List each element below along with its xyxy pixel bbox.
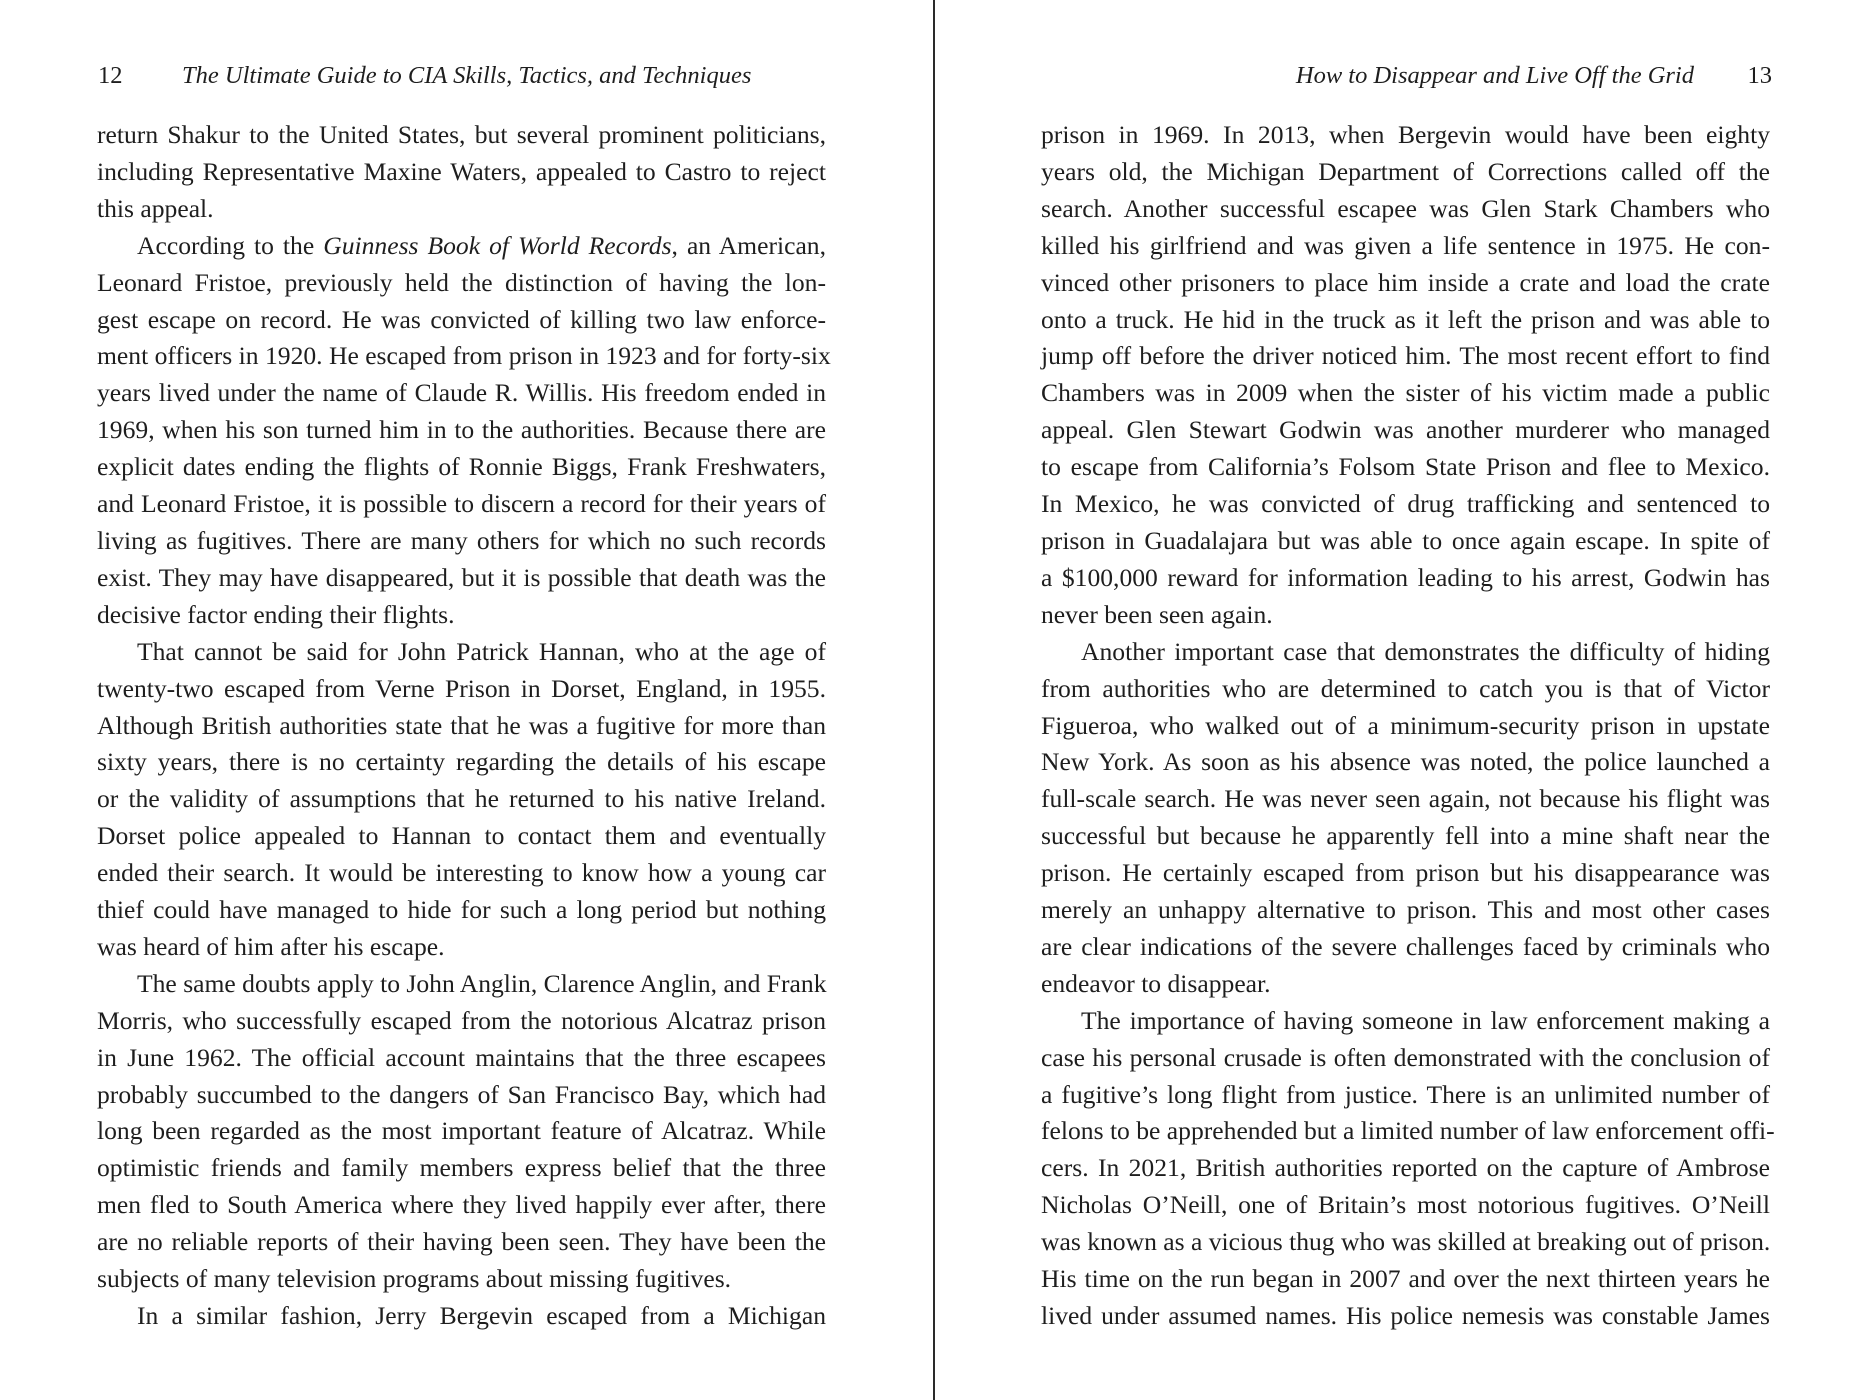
text-line: exist. They may have disappeared, but it is possible that death was the (97, 562, 826, 592)
text-line: felons to be apprehended but a limited number of law enforcement offi- (1041, 1116, 1775, 1146)
text-line: New York. As soon as his absence was noted, the police launched a (1041, 747, 1770, 777)
text-line: According to the Guinness Book of World Records, an American, (137, 230, 826, 260)
text-line: lived under assumed names. His police nemesis was constable James (1041, 1301, 1770, 1330)
text-line: In Mexico, he was convicted of drug trafficking and sentenced to (1041, 489, 1770, 519)
text-line: successful but because he apparently fell into a mine shaft near the (1041, 821, 1770, 851)
text-line: appeal. Glen Stewart Godwin was another murderer who managed (1041, 415, 1770, 445)
text-line: was known as a vicious thug who was skilled at breaking out of prison. (1041, 1227, 1771, 1257)
text-line: jump off before the driver noticed him. The most recent effort to find (1041, 341, 1770, 371)
text-line: That cannot be said for John Patrick Hannan, who at the age of (137, 636, 826, 666)
text-line: a $100,000 reward for information leading to his arrest, Godwin has (1041, 562, 1770, 592)
text-line: gest escape on record. He was convicted of killing two law enforce- (97, 304, 826, 334)
text-line: was heard of him after his escape. (97, 931, 445, 961)
text-line: Figueroa, who walked out of a minimum-security prison in upstate (1041, 710, 1770, 740)
text-line: The same doubts apply to John Anglin, Clarence Anglin, and Frank (137, 968, 827, 998)
text-line: subjects of many television programs about missing fugitives. (97, 1264, 732, 1294)
text-line: Morris, who successfully escaped from the notorious Alcatraz prison (97, 1005, 826, 1035)
text-line: a fugitive’s long flight from justice. There is an unlimited number of (1041, 1079, 1770, 1109)
right-body-text (1041, 117, 1775, 1335)
text-line: from authorities who are determined to catch you is that of Victor (1041, 673, 1770, 703)
text-line: thief could have managed to hide for such a long period but nothing (97, 895, 826, 925)
text-line: endeavor to disappear. (1041, 968, 1271, 998)
text-line: search. Another successful escapee was Glen Stark Chambers who (1041, 193, 1770, 223)
text-line: In a similar fashion, Jerry Bergevin escaped from a Michigan (137, 1301, 826, 1330)
text-line: ended their search. It would be interesting to know how a young car (97, 858, 826, 888)
text-line: are clear indications of the severe challenges faced by criminals who (1041, 931, 1770, 961)
text-line: Another important case that demonstrates the difficulty of hiding (1081, 636, 1770, 666)
paragraph (97, 966, 826, 1298)
text-line: optimistic friends and family members express belief that the three (97, 1153, 826, 1183)
text-line: Although British authorities state that he was a fugitive for more than (97, 710, 826, 740)
text-line: The importance of having someone in law enforcement making a (1081, 1005, 1770, 1035)
left-running-head: The Ultimate Guide to CIA Skills, Tactics, and Techniques (182, 62, 752, 89)
text-line: men fled to South America where they lived happily ever after, there (97, 1190, 826, 1220)
text-line: Chambers was in 2009 when the sister of his victim made a public (1041, 378, 1770, 408)
text-line: long been regarded as the most important feature of Alcatraz. While (97, 1116, 826, 1146)
text-line: cers. In 2021, British authorities reported on the capture of Ambrose (1041, 1153, 1770, 1183)
text-line: ment officers in 1920. He escaped from prison in 1923 and for forty-six (97, 341, 831, 371)
text-line: including Representative Maxine Waters, appealed to Castro to reject (97, 156, 826, 186)
right-page (936, 0, 1866, 1400)
text-line: Leonard Fristoe, previously held the distinction of having the lon- (97, 267, 826, 297)
text-line: probably succumbed to the dangers of San Francisco Bay, which had (97, 1079, 826, 1109)
text-line: vinced other prisoners to place him inside a crate and load the crate (1041, 267, 1770, 297)
text-line: years lived under the name of Claude R. Willis. His freedom ended in (97, 378, 826, 408)
text-line: return Shakur to the United States, but several prominent politicians, (97, 120, 826, 149)
text-line: Dorset police appealed to Hannan to contact them and eventually (97, 821, 826, 851)
text-line: prison in Guadalajara but was able to once again escape. In spite of (1041, 525, 1770, 555)
paragraph (97, 117, 826, 228)
right-running-head: How to Disappear and Live Off the Grid (1295, 62, 1694, 89)
text-line: or the validity of assumptions that he returned to his native Ireland. (97, 784, 826, 814)
text-line: sixty years, there is no certainty regarding the details of his escape (97, 747, 826, 777)
right-folio: 13 (1747, 62, 1772, 89)
paragraph (97, 1298, 826, 1335)
text-line: Nicholas O’Neill, one of Britain’s most notorious fugitives. O’Neill (1041, 1190, 1770, 1220)
text-line: this appeal. (97, 193, 214, 223)
text-line: explicit dates ending the flights of Ronnie Biggs, Frank Freshwaters, (97, 452, 826, 482)
text-line: to escape from California’s Folsom State Prison and flee to Mexico. (1041, 452, 1770, 482)
text-line: full-scale search. He was never seen again, not because his flight was (1041, 784, 1770, 814)
paragraph (1041, 117, 1770, 634)
text-line: prison. He certainly escaped from prison but his disappearance was (1041, 858, 1770, 888)
text-line: prison in 1969. In 2013, when Bergevin would have been eighty (1041, 120, 1770, 149)
text-line: years old, the Michigan Department of Corrections called off the (1041, 156, 1770, 186)
text-line: case his personal crusade is often demonstrated with the conclusion of (1041, 1042, 1770, 1072)
text-line: killed his girlfriend and was given a life sentence in 1975. He con- (1041, 230, 1770, 260)
text-line: onto a truck. He hid in the truck as it left the prison and was able to (1041, 304, 1770, 334)
text-line: decisive factor ending their flights. (97, 599, 455, 629)
left-body-text (97, 117, 831, 1335)
paragraph (97, 634, 826, 966)
page-gutter (933, 0, 935, 1400)
text-line: are no reliable reports of their having been seen. They have been the (97, 1227, 826, 1257)
paragraph (1041, 634, 1770, 1003)
left-page (0, 0, 932, 1400)
text-line: His time on the run began in 2007 and over the next thirteen years he (1041, 1264, 1770, 1294)
text-line: in June 1962. The official account maintains that the three escapees (97, 1042, 826, 1072)
paragraph (1041, 1003, 1775, 1335)
paragraph (97, 228, 831, 634)
text-line: 1969, when his son turned him in to the authorities. Because there are (97, 415, 826, 445)
text-line: never been seen again. (1041, 599, 1273, 629)
text-line: merely an unhappy alternative to prison. This and most other cases (1041, 895, 1770, 925)
text-line: twenty-two escaped from Verne Prison in Dorset, England, in 1955. (97, 673, 826, 703)
left-folio: 12 (98, 62, 123, 89)
text-line: living as fugitives. There are many others for which no such records (97, 525, 826, 555)
text-line: and Leonard Fristoe, it is possible to discern a record for their years of (97, 489, 826, 519)
